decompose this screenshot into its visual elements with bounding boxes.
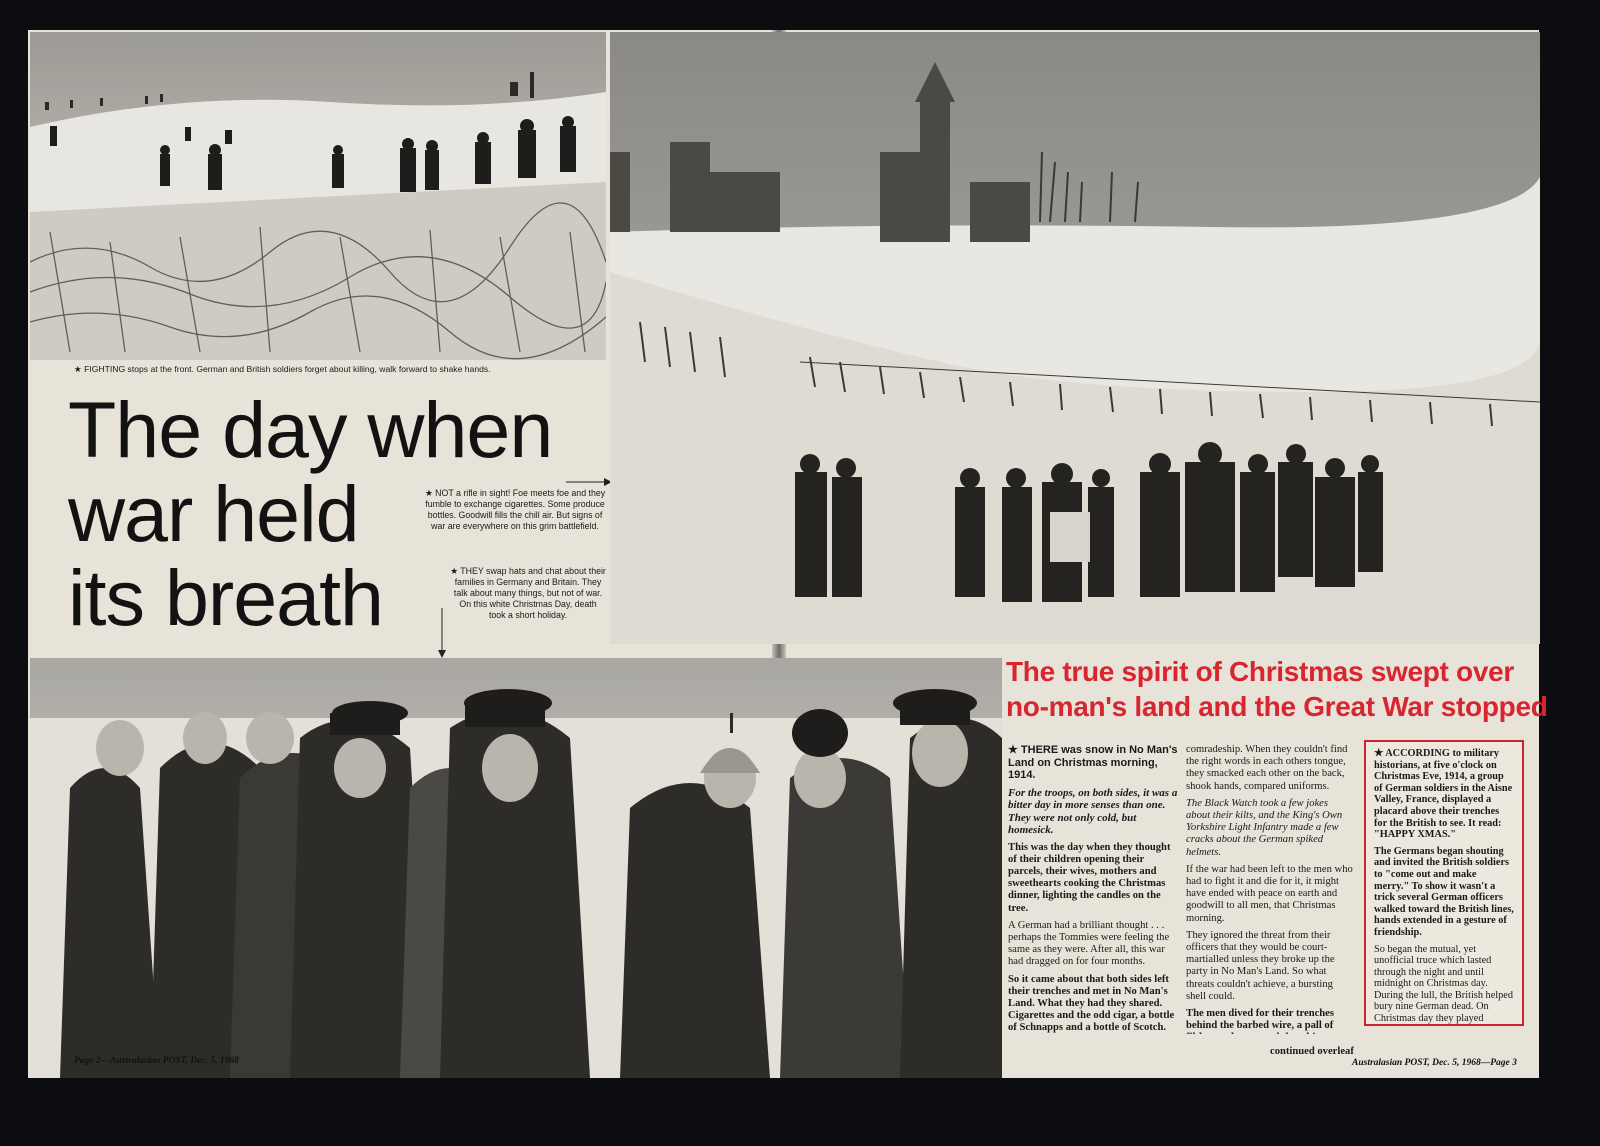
sidebar-paragraph: So began the mutual, yet unofficial truce which lasted through the night and until midnight on Christmas day. During the lull, the British helped bury nine German dead. On Christmas day they played — [1374, 943, 1513, 1025]
sidebar-paragraph: The Germans began shouting and invited the British soldiers to "come out and make merry." To show it wasn't a trick several German officers walked toward the British lines, hands extended in a gesture of friendship. — [1374, 845, 1514, 938]
sidebar-paragraph: ★ ACCORDING to military historians, at five o'clock on Christmas Eve, 1914, a group of German soldiers in the Aisne Valley, France, displayed a placard above their trenches for the British to see. It read: "HAPPY XMAS." — [1374, 748, 1513, 841]
arrow-right-icon — [566, 474, 612, 484]
article-paragraph: If the war had been left to the men who had to fight it and die for it, it might have ended with peace on earth and goodwill to all men, that Christmas morning. — [1186, 863, 1353, 924]
headline-line-1: The day when — [68, 385, 553, 474]
article-paragraph: For the troops, on both sides, it was a bitter day in more senses than one. They were not only cold, but homesick. — [1008, 786, 1178, 836]
sidebar-box — [1364, 740, 1524, 1026]
caption-not-a-rifle: ★ NOT a rifle in sight! Foe meets foe and they fumble to exchange cigarettes. Some produce bottles. Goodwill fills the chill air. But signs of war are everywhere on this grim battlefield. — [424, 488, 606, 531]
arrow-down-icon — [437, 608, 447, 658]
article-column-1 — [1008, 744, 1180, 1034]
photo-soldiers-closeup — [30, 658, 1002, 1078]
article-paragraph: So it came about that both sides left their trenches and met in No Man's Land. What they had they shared. Cigarettes and the odd cigar, a bottle of Schnapps and a bottle of Scotch. — [1008, 973, 1175, 1034]
article-paragraph: This was the day when they thought of their children opening their parcels, their wives, mothers and sweethearts cooking the Christmas dinner, lighting the candles on the tree. — [1008, 841, 1171, 914]
folio-left: Page 2—Australasian POST, Dec. 5, 1968 — [74, 1056, 239, 1066]
article-paragraph: ★ THERE was snow in No Man's Land on Christmas morning, 1914. — [1008, 744, 1178, 781]
article-paragraph: comradeship. When they couldn't find the right words in each others tongue, they smacked each other on the back, shook hands, compared uniforms. — [1186, 744, 1348, 792]
caption-fighting-stops: ★ FIGHTING stops at the front. German and British soldiers forget about killing, walk forward to shake hands. — [74, 364, 491, 374]
article-paragraph: The men dived for their trenches behind the barbed wire, a pall of — [1186, 1008, 1335, 1032]
article-paragraph: The Black Watch took a few jokes about their kilts, and the King's Own Yorkshire Light Infantry made a few cracks about the German spiked helmets. — [1186, 797, 1343, 858]
continued-overleaf: continued overleaf — [1270, 1046, 1354, 1057]
folio-right: Australasian POST, Dec. 5, 1968—Page 3 — [1352, 1058, 1517, 1068]
photo-soldiers-walking — [30, 32, 606, 360]
red-headline-line-2: no-man's land and the Great War stopped — [1006, 691, 1548, 722]
caption-they-swap: ★ THEY swap hats and chat about their families in Germany and Britain. They talk about many things, but not of war. On this white Christmas Day, death took a short holiday. — [450, 566, 606, 620]
headline-line-2: war held — [68, 469, 359, 558]
red-headline-line-1: The true spirit of Christmas swept over — [1006, 656, 1514, 687]
photo-battlefield-ruins — [610, 32, 1540, 644]
headline-line-3: its breath — [68, 553, 383, 642]
article-paragraph: A German had a brilliant thought . . . perhaps the Tommies were feeling the same as they were. After all, this war had dragged on for four months. — [1008, 919, 1170, 968]
article-paragraph: They ignored the threat from their officers that they would be court-martialled unless they broke up the party in No Man's Land. So what threats couldn't achieve, a bursting shell could. — [1186, 929, 1335, 1002]
red-headline — [1006, 654, 1548, 724]
article-column-2 — [1186, 744, 1354, 1034]
